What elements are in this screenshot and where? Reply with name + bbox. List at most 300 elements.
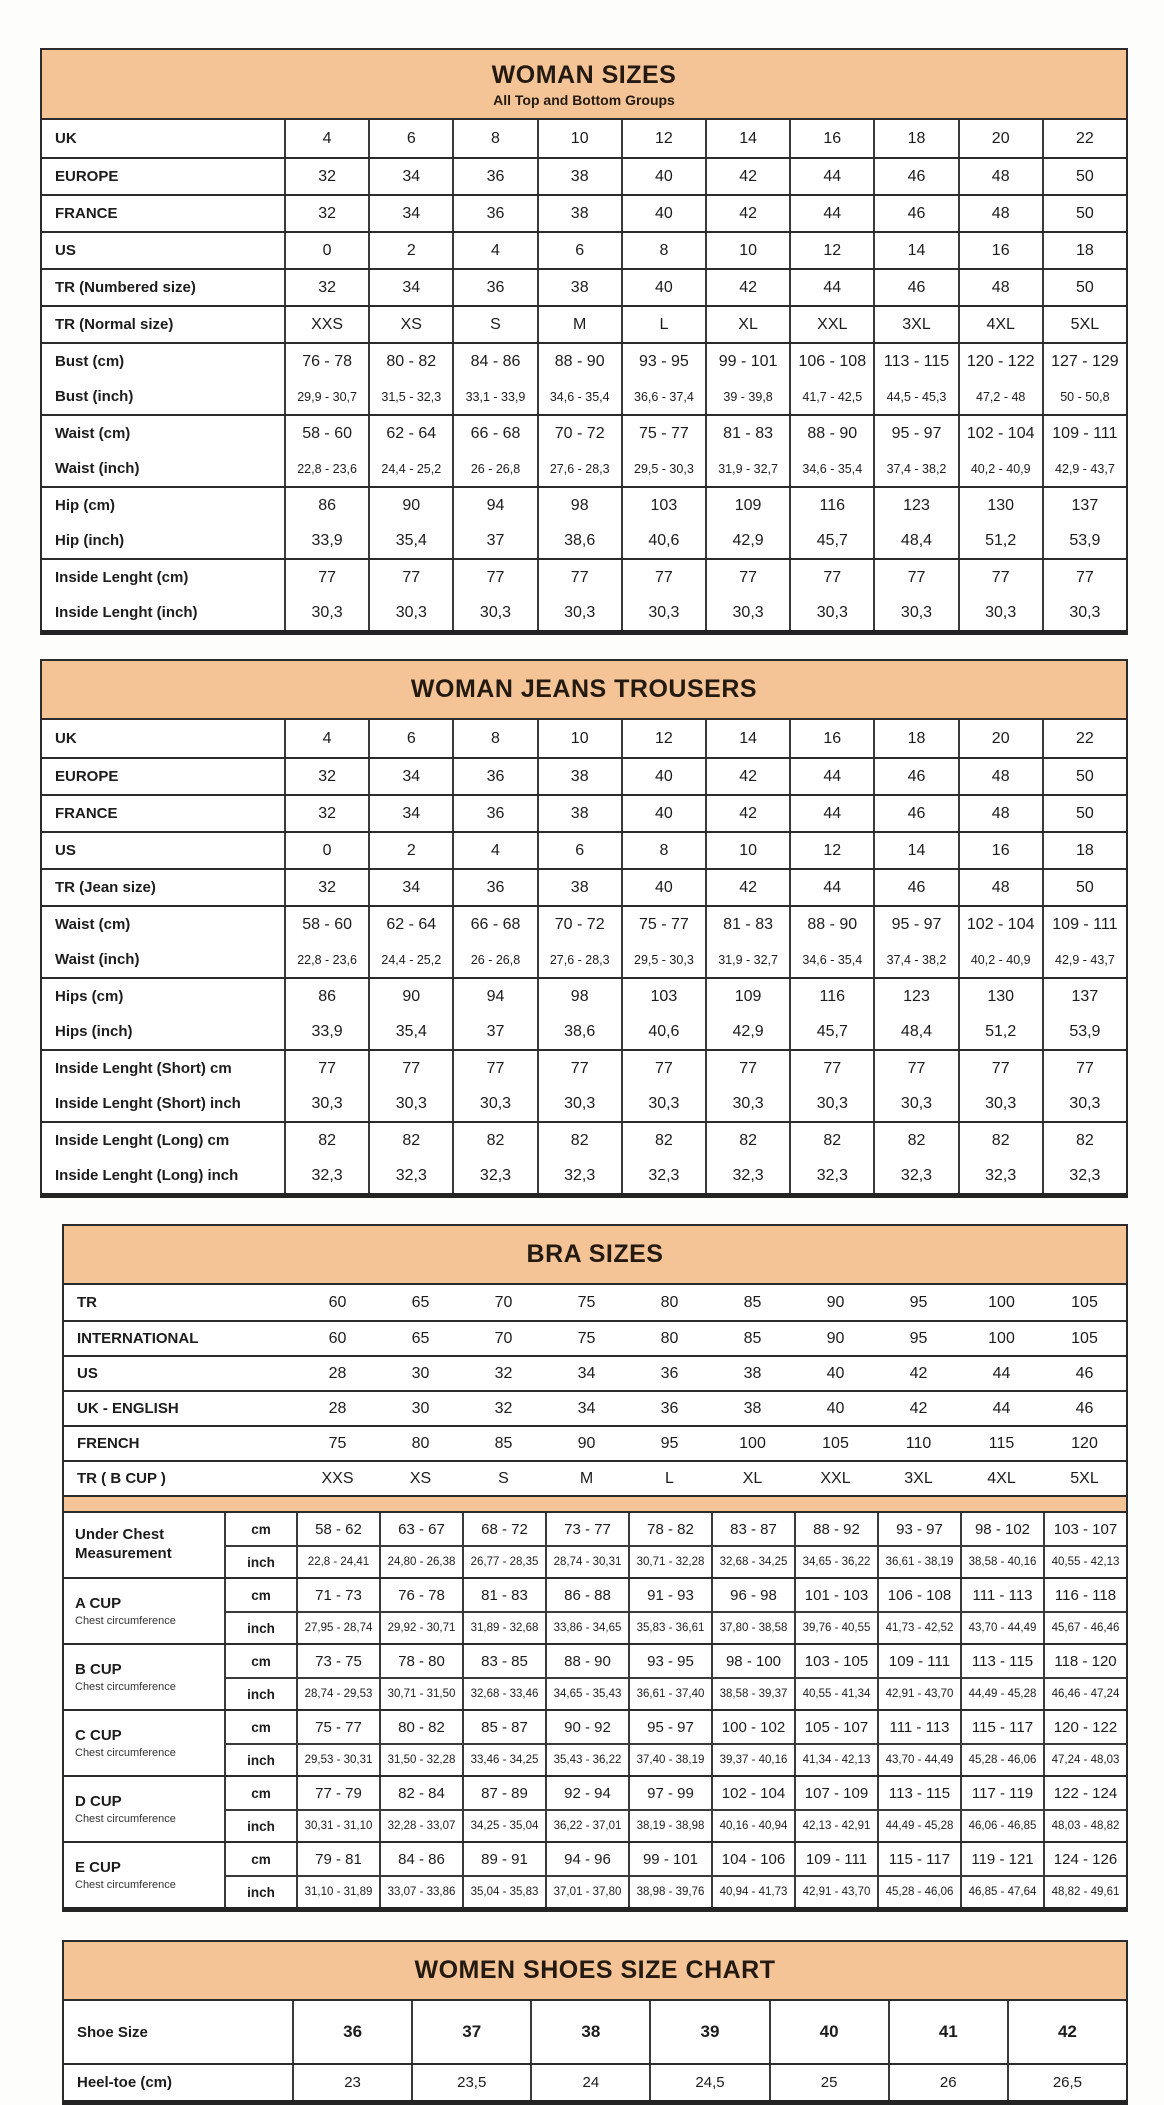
cell: 123 [873,488,957,523]
waist-row-group [42,414,1126,486]
cell: 42 [705,870,789,905]
cell: 45,7 [789,523,873,558]
group-label-sub: Chest circumference [75,1680,176,1693]
group-label-sub: Chest circumference [75,1614,176,1627]
cell: 119 - 121 [960,1843,1043,1875]
cell: 46 [1075,1399,1094,1417]
cell: 34,6 - 35,4 [537,379,621,414]
row-label: FRANCE [55,805,118,822]
cell: 32 [494,1399,513,1417]
table-row-europe [42,757,1126,794]
cell: 28,74 - 29,53 [296,1679,379,1709]
table-row-waist-cm [42,416,1126,451]
cell: 4 [452,833,536,868]
cell: 33,9 [284,523,368,558]
cell: 77 [621,1051,705,1086]
cell: 77 [284,1051,368,1086]
unit-label: cm [251,1785,271,1801]
cell: 37,80 - 38,58 [711,1613,794,1643]
cell: 29,5 - 30,3 [621,942,705,977]
cell: 24,4 - 25,2 [368,451,452,486]
cell: 29,5 - 30,3 [621,451,705,486]
cell: 40,55 - 41,34 [794,1679,877,1709]
cell: 23,5 [411,2065,530,2100]
cell: 103 [621,488,705,523]
cell: 47,24 - 48,03 [1043,1745,1126,1775]
cell: 100 - 102 [711,1711,794,1743]
cell: 116 - 118 [1043,1579,1126,1611]
cell: 120 - 122 [1043,1711,1126,1743]
cell: 48 [958,796,1042,831]
cell: 94 - 96 [545,1843,628,1875]
woman-jeans-table [40,659,1128,1198]
cell: 65 [411,1293,430,1311]
cell: 30,3 [958,1086,1042,1121]
row-values [284,270,1126,305]
cell: XXS [284,307,368,342]
cell: 8 [621,833,705,868]
cell: 85 - 87 [462,1711,545,1743]
cell: 98 [537,979,621,1014]
unit-label: inch [247,1554,275,1570]
group-rows [226,1843,1126,1907]
cell: 44 [789,759,873,794]
woman-sizes-subtitle: All Top and Bottom Groups [493,92,675,108]
cell: 38,98 - 39,76 [628,1877,711,1907]
cell: 36 [660,1399,679,1417]
cell: 29,53 - 30,31 [296,1745,379,1775]
cell: 14 [873,833,957,868]
table-row-french [64,1425,1126,1460]
row-values [284,759,1126,794]
cell: 32,68 - 33,46 [462,1679,545,1709]
cell: 30,3 [958,595,1042,630]
cell: 45,67 - 46,46 [1043,1613,1126,1643]
cell: 6 [537,833,621,868]
cell: 37,01 - 37,80 [545,1877,628,1907]
bra-measurement-groups [64,1511,1126,1907]
table-row-bust-cm [42,344,1126,379]
cell: 44 [789,796,873,831]
cell: 44,49 - 45,28 [877,1811,960,1841]
cell: 31,89 - 32,68 [462,1613,545,1643]
table-row-bust-inch [42,379,1126,414]
cell: 18 [873,720,957,757]
cell: 106 - 108 [789,344,873,379]
cell: 77 [705,1051,789,1086]
cell: 27,95 - 28,74 [296,1613,379,1643]
cell: 42 [705,759,789,794]
cell: 82 [537,1123,621,1158]
row-label: Heel-toe (cm) [77,2074,173,2091]
cell: 36 [452,870,536,905]
inside-length-short-group [42,1049,1126,1121]
row-values [284,942,1126,977]
inch-row [226,1611,1126,1643]
cell: 12 [789,833,873,868]
cell: XXL [820,1469,851,1487]
cell: 77 [873,560,957,595]
cell: 88 - 92 [794,1513,877,1545]
cell: 38 [537,759,621,794]
row-label: TR ( B CUP ) [77,1470,166,1487]
cell: 45,28 - 46,06 [877,1877,960,1907]
cell: 26 - 26,8 [452,451,536,486]
row-label: EUROPE [55,768,119,785]
cell: 116 [789,979,873,1014]
cell: 94 [452,979,536,1014]
cell: 100 [988,1329,1015,1347]
cell: 37 [452,1014,536,1049]
cell: 34 [368,870,452,905]
woman-jeans-rows [42,720,1126,1193]
unit-label: cm [251,1719,271,1735]
row-values [296,1679,1126,1709]
row-label: US [55,842,76,859]
cell: 84 - 86 [379,1843,462,1875]
cell: 37,40 - 38,19 [628,1745,711,1775]
cell: 102 - 104 [711,1777,794,1809]
cell: 48,03 - 48,82 [1043,1811,1126,1841]
cell: 34,65 - 36,22 [794,1547,877,1577]
cell: 40 [621,270,705,305]
cell: 82 - 84 [379,1777,462,1809]
cell: 36 [452,270,536,305]
table-row-uk [42,120,1126,157]
woman-jeans-title: WOMAN JEANS TROUSERS [410,675,758,703]
cell: 90 - 92 [545,1711,628,1743]
row-label: TR (Jean size) [55,879,156,896]
cell: 4 [284,720,368,757]
cell: 38 [743,1364,762,1382]
cell: 95 [660,1434,679,1452]
cell: 120 - 122 [958,344,1042,379]
cell: 120 [1071,1434,1098,1452]
cell: 82 [621,1123,705,1158]
cell: 77 [537,560,621,595]
cell: 30,3 [537,595,621,630]
cell: 30,3 [789,595,873,630]
row-values [284,720,1126,757]
row-label: UK [55,730,77,747]
cell: 32,68 - 34,25 [711,1547,794,1577]
cell: 30,3 [368,595,452,630]
cell: 10 [537,720,621,757]
cell: 32,3 [705,1158,789,1193]
cell: 82 [1042,1123,1126,1158]
cell: 127 - 129 [1042,344,1126,379]
row-values [284,1051,1126,1086]
cell: 38,6 [537,1014,621,1049]
cell: 32 [284,270,368,305]
cell: 81 - 83 [462,1579,545,1611]
cell: 10 [705,233,789,268]
cell: 35,4 [368,523,452,558]
cell: XL [742,1469,763,1487]
cm-row [226,1645,1126,1677]
row-label: UK - ENGLISH [77,1400,179,1417]
cell: 46 [873,796,957,831]
table-row-uk [42,720,1126,757]
cell: 109 - 111 [877,1645,960,1677]
cell: 32 [284,870,368,905]
cell: 41 [888,2001,1007,2063]
cell: 88 - 90 [545,1645,628,1677]
cell: 41,34 - 42,13 [794,1745,877,1775]
cell: 44 [789,159,873,194]
cell: 26,77 - 28,35 [462,1547,545,1577]
row-label: US [55,242,76,259]
group-label-sub: Chest circumference [75,1746,176,1759]
cell: XS [409,1469,432,1487]
cell: 77 [621,560,705,595]
cell: 124 - 126 [1043,1843,1126,1875]
cell: 40 [621,870,705,905]
cell: 14 [705,720,789,757]
cell: 48 [958,870,1042,905]
cell: 30,3 [368,1086,452,1121]
cell: 3XL [904,1469,933,1487]
cell: 3XL [873,307,957,342]
cell: 32 [284,196,368,231]
table-row-france [42,794,1126,831]
cell: 46 [1075,1364,1094,1382]
group-rows [226,1777,1126,1841]
cell: 34 [368,759,452,794]
cell: 81 - 83 [705,907,789,942]
cm-row [226,1513,1126,1545]
women-shoes-header [64,1942,1126,2001]
row-values [284,833,1126,868]
cell: 30,3 [621,1086,705,1121]
cell: 77 [284,560,368,595]
cell: S [498,1469,509,1487]
cell: 103 [621,979,705,1014]
cell: 81 - 83 [705,416,789,451]
cell: 115 - 117 [960,1711,1043,1743]
cell: 24,80 - 26,38 [379,1547,462,1577]
cell: 50 [1042,796,1126,831]
cell: 24,5 [649,2065,768,2100]
cell: 47,2 - 48 [958,379,1042,414]
table-row-us [42,231,1126,268]
cell: 48,82 - 49,61 [1043,1877,1126,1907]
cell: 32,3 [284,1158,368,1193]
cell: 12 [621,720,705,757]
unit-label: inch [247,1818,275,1834]
cell: 73 - 75 [296,1645,379,1677]
cm-row [226,1579,1126,1611]
cell: 40 [621,196,705,231]
cell: 5XL [1070,1469,1099,1487]
cell: 105 - 107 [794,1711,877,1743]
cell: 80 - 82 [368,344,452,379]
cell: 16 [958,233,1042,268]
cell: 32 [284,759,368,794]
row-values [296,1392,1126,1425]
cell: 44 [789,870,873,905]
cell: 105 [1071,1329,1098,1347]
cell: 32 [284,159,368,194]
cell: 4 [284,120,368,157]
cell: 34 [368,270,452,305]
cell: 35,83 - 36,61 [628,1613,711,1643]
table-row-inside-short-cm [42,1051,1126,1086]
cell: 28 [328,1399,347,1417]
cell: 90 [368,979,452,1014]
cell: 33,9 [284,1014,368,1049]
cell: 25 [769,2065,888,2100]
table-row-inside-length-cm [42,560,1126,595]
cell: 36,22 - 37,01 [545,1811,628,1841]
cell: 102 - 104 [958,907,1042,942]
cell: 99 - 101 [628,1843,711,1875]
cell: 109 [705,488,789,523]
cell: 77 [789,1051,873,1086]
cell: 63 - 67 [379,1513,462,1545]
row-label: TR (Numbered size) [55,279,196,296]
cell: 30,3 [284,1086,368,1121]
cell: 77 [958,560,1042,595]
cell: 94 [452,488,536,523]
cell: 34 [368,196,452,231]
row-values [296,1613,1126,1643]
cell: 42 [705,270,789,305]
cell: 80 [660,1293,679,1311]
cell: 30,3 [537,1086,621,1121]
group-label-main: C CUP [75,1727,122,1745]
inch-row [226,1875,1126,1907]
row-label: Shoe Size [77,2023,148,2041]
cell: 40 [621,159,705,194]
cell: 43,70 - 44,49 [960,1613,1043,1643]
cell: 88 - 90 [789,416,873,451]
cell: 43,70 - 44,49 [877,1745,960,1775]
unit-label: cm [251,1587,271,1603]
row-values [284,870,1126,905]
e-cup-group [64,1841,1126,1907]
cell: 33,86 - 34,65 [545,1613,628,1643]
cell: 10 [537,120,621,157]
cell: 90 [577,1434,596,1452]
cell: 96 - 98 [711,1579,794,1611]
cm-row [226,1711,1126,1743]
row-values [296,1462,1126,1495]
cell: 22,8 - 23,6 [284,451,368,486]
cell: 46,46 - 47,24 [1043,1679,1126,1709]
cell: 23 [292,2065,411,2100]
table-row-tr-jean [42,868,1126,905]
cell: 65 [411,1329,430,1347]
table-row-shoe-size [64,2001,1126,2063]
cell: 32,3 [1042,1158,1126,1193]
row-values [284,451,1126,486]
cell: 33,1 - 33,9 [452,379,536,414]
waist-row-group [42,905,1126,977]
cell: 12 [621,120,705,157]
cell: 102 - 104 [958,416,1042,451]
cell: 122 - 124 [1043,1777,1126,1809]
row-label: TR (Normal size) [55,316,174,333]
row-values [296,1285,1126,1320]
cell: 110 [905,1434,932,1452]
cell: 109 [705,979,789,1014]
table-row-tr-bcup [64,1460,1126,1495]
cell: 46,85 - 47,64 [960,1877,1043,1907]
cell: 77 [789,560,873,595]
cell: 38,58 - 40,16 [960,1547,1043,1577]
cell: 77 [368,1051,452,1086]
cell: 90 [826,1329,845,1347]
cell: 75 - 77 [621,416,705,451]
cell: 30,3 [705,1086,789,1121]
cell: 30,3 [452,595,536,630]
cell: 113 - 115 [873,344,957,379]
cell: 38 [537,270,621,305]
cell: 42,9 [705,523,789,558]
cell: 34 [368,796,452,831]
cell: 75 [328,1434,347,1452]
cm-row [226,1843,1126,1875]
cell: 12 [789,233,873,268]
cell: 77 [452,1051,536,1086]
cell: 137 [1042,979,1126,1014]
group-label [64,1777,226,1841]
row-values [284,379,1126,414]
cell: 113 - 115 [877,1777,960,1809]
cell: 44,49 - 45,28 [960,1679,1043,1709]
row-values [296,1547,1126,1577]
cell: 42 [705,796,789,831]
cell: 48,4 [873,1014,957,1049]
table-row-inside-long-inch [42,1158,1126,1193]
row-label: Inside Lenght (Short) cm [55,1060,232,1077]
cell: 75 [577,1293,596,1311]
table-row-international [64,1320,1126,1355]
inch-row [226,1545,1126,1577]
row-label: US [77,1365,98,1382]
cell: 40 [769,2001,888,2063]
group-label [64,1579,226,1643]
cell: 0 [284,233,368,268]
cell: 70 - 72 [537,416,621,451]
under-chest-group [64,1513,1126,1577]
row-values [296,1645,1126,1677]
cell: 29,92 - 30,71 [379,1613,462,1643]
cell: 40,94 - 41,73 [711,1877,794,1907]
row-values [292,2065,1126,2100]
cell: 92 - 94 [545,1777,628,1809]
cell: 32,28 - 33,07 [379,1811,462,1841]
row-values [284,1086,1126,1121]
cell: 113 - 115 [960,1645,1043,1677]
cell: 30,3 [621,595,705,630]
cell: 53,9 [1042,1014,1126,1049]
cell: 82 [873,1123,957,1158]
cell: 38 [537,196,621,231]
cell: 44 [992,1399,1011,1417]
group-rows [226,1711,1126,1775]
group-label-sub: Chest circumference [75,1812,176,1825]
cell: M [579,1469,594,1487]
cell: 71 - 73 [296,1579,379,1611]
women-shoes-title: WOMEN SHOES SIZE CHART [414,1956,776,1984]
cell: 40 [826,1399,845,1417]
row-values [296,1579,1126,1611]
a-cup-group [64,1577,1126,1643]
cell: XXS [321,1469,354,1487]
table-row-us [64,1355,1126,1390]
